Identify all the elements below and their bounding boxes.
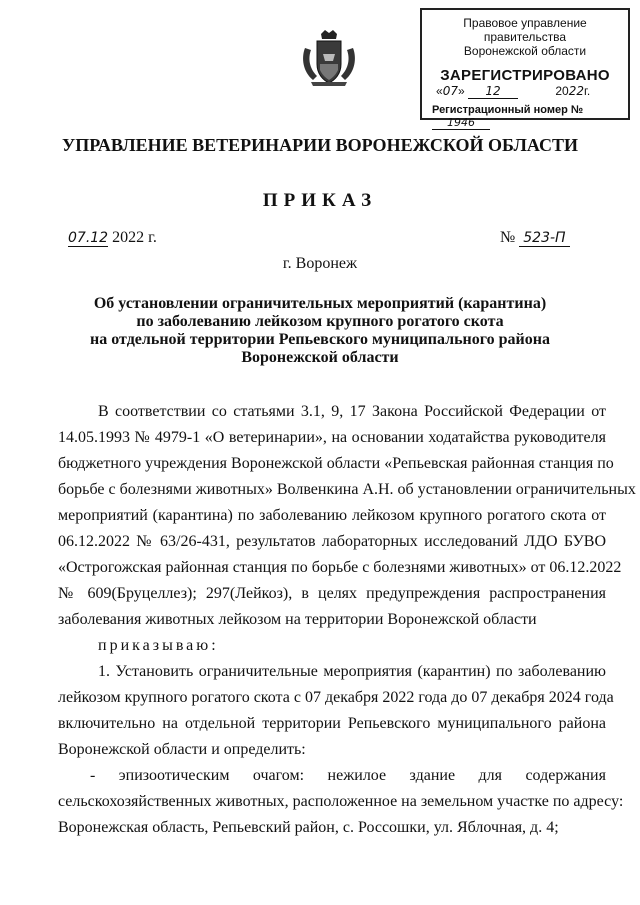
dash-item-line bbox=[90, 767, 606, 785]
dash-word: содержания bbox=[525, 767, 606, 784]
order-number-handwritten: 523-П bbox=[519, 230, 569, 247]
preamble-line: В соответствии со статьями 3.1, 9, 17 Закона Российской Федерации от bbox=[98, 403, 606, 420]
item-line: Воронежская область, Репьевский район, с. Россошки, ул. Яблочная, д. 4; bbox=[58, 819, 559, 836]
stamp-reg-number: 1946 bbox=[432, 116, 490, 130]
stamp-reg-number-row bbox=[432, 104, 628, 130]
item-line: лейкозом крупного рогатого скота с 07 декабря 2022 года до 07 декабря 2024 года bbox=[58, 689, 614, 706]
order-date-handwritten: 07.12 bbox=[68, 230, 109, 246]
stamp-date: «07» 12 2022г. bbox=[436, 84, 591, 98]
preamble-line: 14.05.1993 № 4979-1 «О ветеринарии», на основании ходатайства руководителя bbox=[58, 429, 606, 446]
stamp-reg-label: Регистрационный номер № bbox=[432, 104, 584, 116]
city: г. Воронеж bbox=[282, 255, 358, 272]
stamp-date-year-prefix: 20 bbox=[555, 84, 569, 98]
organization-title: УПРАВЛЕНИЕ ВЕТЕРИНАРИИ ВОРОНЕЖСКОЙ ОБЛАСТИ bbox=[62, 135, 578, 155]
stamp-date-suffix: г. bbox=[583, 84, 591, 98]
preamble-line: «Острогожская районная станция по борьбе с болезнями животных» от 06.12.2022 bbox=[58, 559, 622, 576]
registration-stamp bbox=[420, 8, 630, 129]
order-number bbox=[500, 229, 570, 247]
stamp-org-line2: Воронежской области bbox=[463, 44, 587, 58]
dash-word: для bbox=[478, 767, 502, 784]
document-type: ПРИКАЗ bbox=[262, 190, 378, 211]
dash-word: эпизоотическим bbox=[118, 767, 230, 784]
stamp-organization bbox=[422, 16, 628, 58]
order-number-sign: № bbox=[500, 229, 516, 246]
stamp-date-month: 12 bbox=[468, 84, 518, 99]
dash-marker: - bbox=[90, 767, 96, 784]
item-line: Воронежской области и определить: bbox=[58, 741, 306, 758]
dash-word: нежилое bbox=[327, 767, 387, 784]
preamble-line: мероприятий (карантина) по заболеванию лейкозом крупного рогатого скота от bbox=[58, 507, 606, 524]
order-subject bbox=[60, 295, 580, 367]
preamble-line: бюджетного учреждения Воронежской области «Репьевская районная станция по bbox=[58, 455, 614, 472]
stamp-status: ЗАРЕГИСТРИРОВАНО bbox=[440, 67, 610, 84]
dash-word: здание bbox=[409, 767, 456, 784]
preamble-line: борьбе с болезнями животных» Волвенкина А.Н. об установлении ограничительных bbox=[58, 481, 636, 498]
preamble-line: 06.12.2022 № 63/26-431, результатов лабораторных исследований ЛДО БУВО bbox=[58, 533, 606, 550]
item-line: включительно на отдельной территории Репьевского муниципального района bbox=[58, 715, 606, 732]
stamp-org-line1: Правовое управление правительства bbox=[463, 16, 587, 44]
subject-line: на отдельной территории Репьевского муниципального района bbox=[90, 331, 550, 348]
subject-line: Об установлении ограничительных мероприятий (карантина) bbox=[93, 295, 547, 312]
subject-line: Воронежской области bbox=[241, 349, 399, 366]
subject-line: по заболеванию лейкозом крупного рогатого скота bbox=[136, 313, 504, 330]
stamp-date-year-suffix: 22 bbox=[568, 84, 584, 98]
preamble-line: № 609(Бруцеллез); 297(Лейкоз), в целях предупреждения распространения bbox=[58, 585, 606, 602]
item-line: сельскохозяйственных животных, расположенное на земельном участке по адресу: bbox=[58, 793, 624, 810]
order-word: приказываю: bbox=[98, 637, 219, 654]
item-line: 1. Установить ограничительные мероприятия (карантин) по заболеванию bbox=[98, 663, 606, 680]
coat-of-arms-emblem bbox=[297, 28, 361, 88]
dash-word: очагом: bbox=[252, 767, 305, 784]
stamp-date-day: 07 bbox=[442, 84, 458, 98]
order-date-year: 2022 г. bbox=[112, 229, 157, 246]
order-date bbox=[68, 229, 157, 247]
preamble-line: заболевания животных лейкозом на территории Воронежской области bbox=[58, 611, 537, 628]
